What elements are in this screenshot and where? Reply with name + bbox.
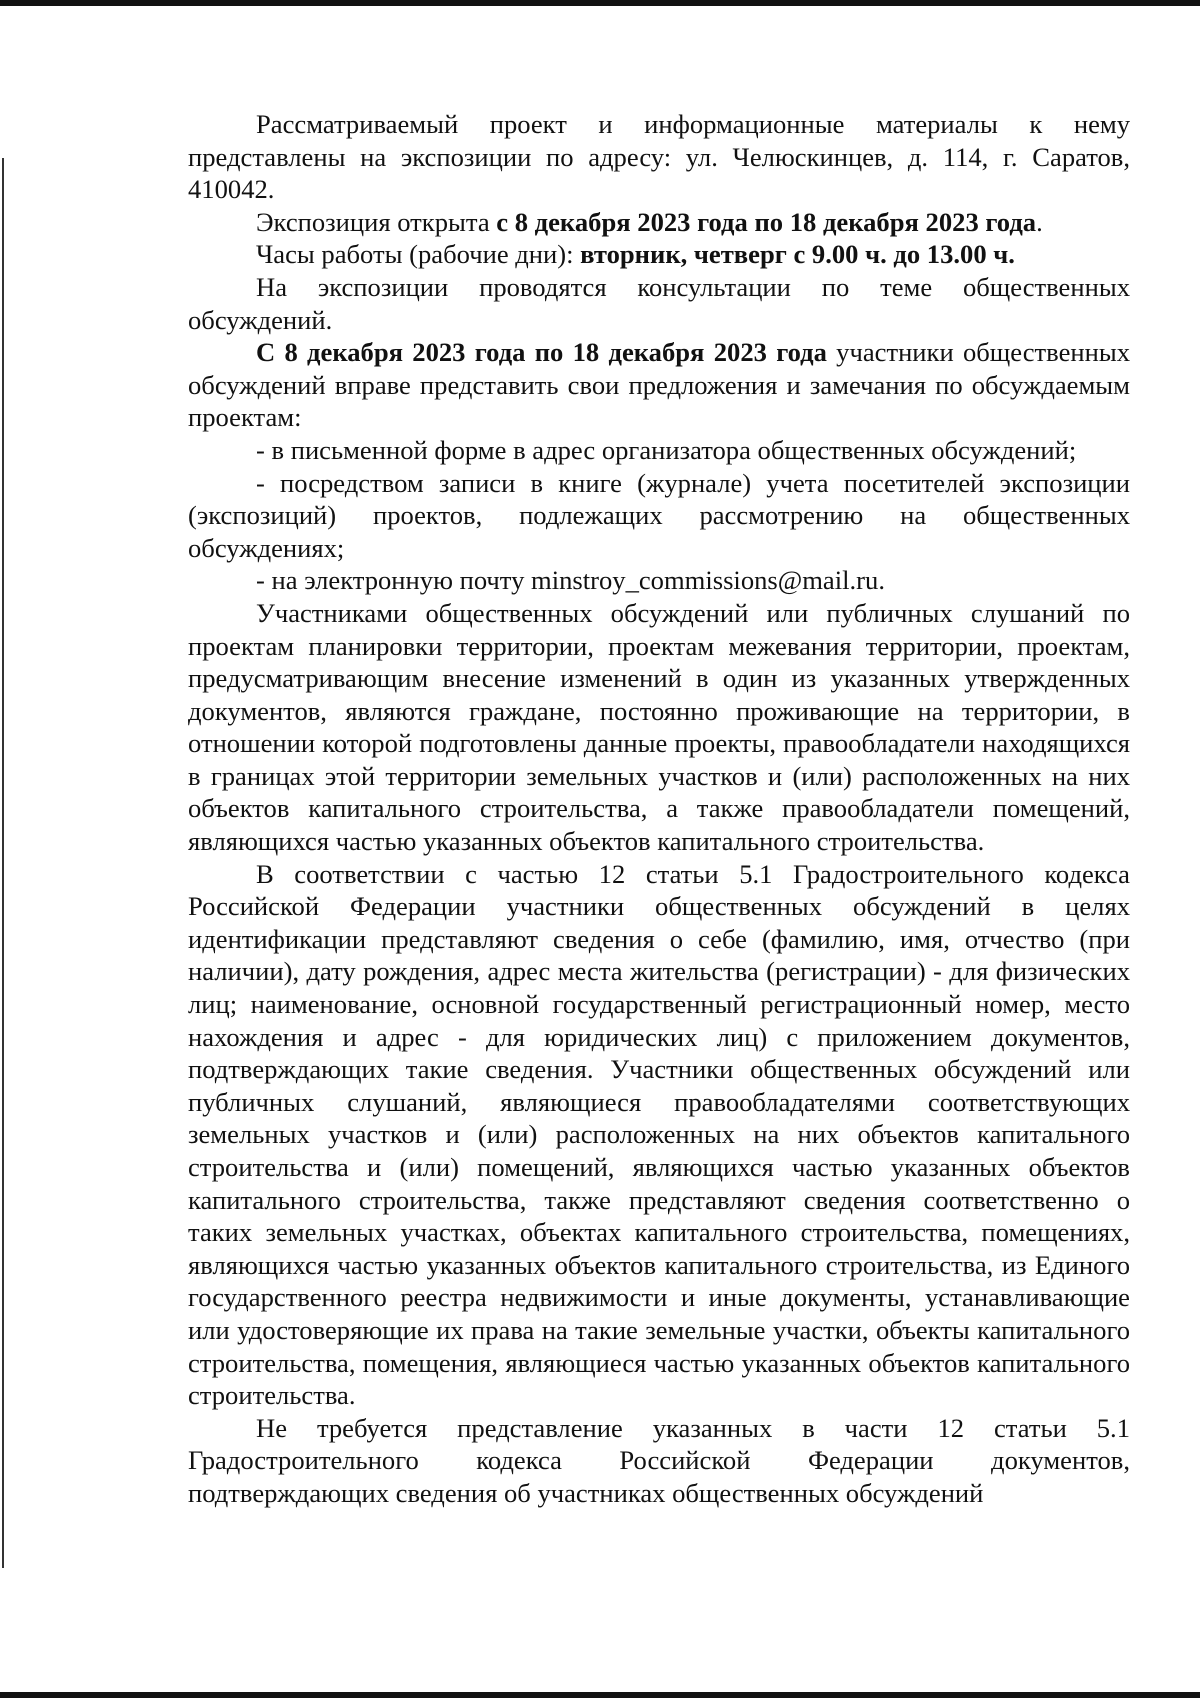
document-body xyxy=(188,108,1130,1510)
paragraph-exposition-address: Рассматриваемый проект и информационные материалы к нему представлены на экспозиции по адресу: ул. Челюскинцев, д. 114, г. Саратов, 410042. xyxy=(188,109,1130,205)
paragraph-working-hours: Часы работы (рабочие дни): вторник, четверг с 9.00 ч. до 13.00 ч. xyxy=(256,239,1015,270)
scan-edge-top xyxy=(0,0,1200,6)
list-item-email: - на электронную почту minstroy_commissions@mail.ru. xyxy=(256,565,885,596)
scan-edge-left xyxy=(2,158,4,1568)
paragraph-not-required: Не требуется представление указанных в части 12 статьи 5.1 Градостроительного кодекса Российской Федерации документов, подтверждающих сведения об участниках общественных обсуждений xyxy=(188,1412,1130,1508)
paragraph-participants: Участниками общественных обсуждений или публичных слушаний по проектам планировки территории, проектам межевания территории, проектам, предусматривающим внесение изменений в один из указанных утвержденных документов, являются граждане, постоянно проживающие на территории, в отношении которой подготовлены данные проекты, правообладатели находящихся в границах этой территории земельных участков и (или) расположенных на них объектов капитального строительства, а также правообладатели помещений, являющихся частью указанных объектов капитального строительства. xyxy=(188,597,1130,857)
paragraph-exposition-dates: Экспозиция открыта с 8 декабря 2023 года по 18 декабря 2023 года. xyxy=(256,206,1043,237)
paragraph-consultations: На экспозиции проводятся консультации по теме общественных обсуждений. xyxy=(188,271,1130,335)
list-item-visitor-book: - посредством записи в книге (журнале) учета посетителей экспозиции (экспозиций) проектов, подлежащих рассмотрению на общественных обсуждениях; xyxy=(188,467,1130,563)
paragraph-identification: В соответствии с частью 12 статьи 5.1 Градостроительного кодекса Российской Федерации участники общественных обсуждений в целях идентификации представляют сведения о себе (фамилию, имя, отчество (при наличии), дату рождения, адрес места жительства (регистрации) - для физических лиц; наименование, основной государственный регистрационный номер, место нахождения и адрес - для юридических лиц) с приложением документов, подтверждающих такие сведения. Участники общественных обсуждений или публичных слушаний, являющиеся правообладателями соответствующих земельных участков и (или) расположенных на них объектов капитального строительства и (или) помещений, являющихся частью указанных объектов капитального строительства, также представляют сведения соответственно о таких земельных участках, объектах капитального строительства, помещениях, являющихся частью указанных объектов капитального строительства, из Единого государственного реестра недвижимости и иные документы, устанавливающие или удостоверяющие их права на такие земельные участки, объекты капитального строительства, помещения, являющиеся частью указанных объектов капитального строительства. xyxy=(188,858,1130,1411)
scan-edge-bottom xyxy=(0,1692,1200,1698)
paragraph-proposals-period: С 8 декабря 2023 года по 18 декабря 2023 года участники общественных обсуждений вправе представить свои предложения и замечания по обсуждаемым проектам: xyxy=(188,337,1130,433)
list-item-written-form: - в письменной форме в адрес организатора общественных обсуждений; xyxy=(256,434,1077,465)
